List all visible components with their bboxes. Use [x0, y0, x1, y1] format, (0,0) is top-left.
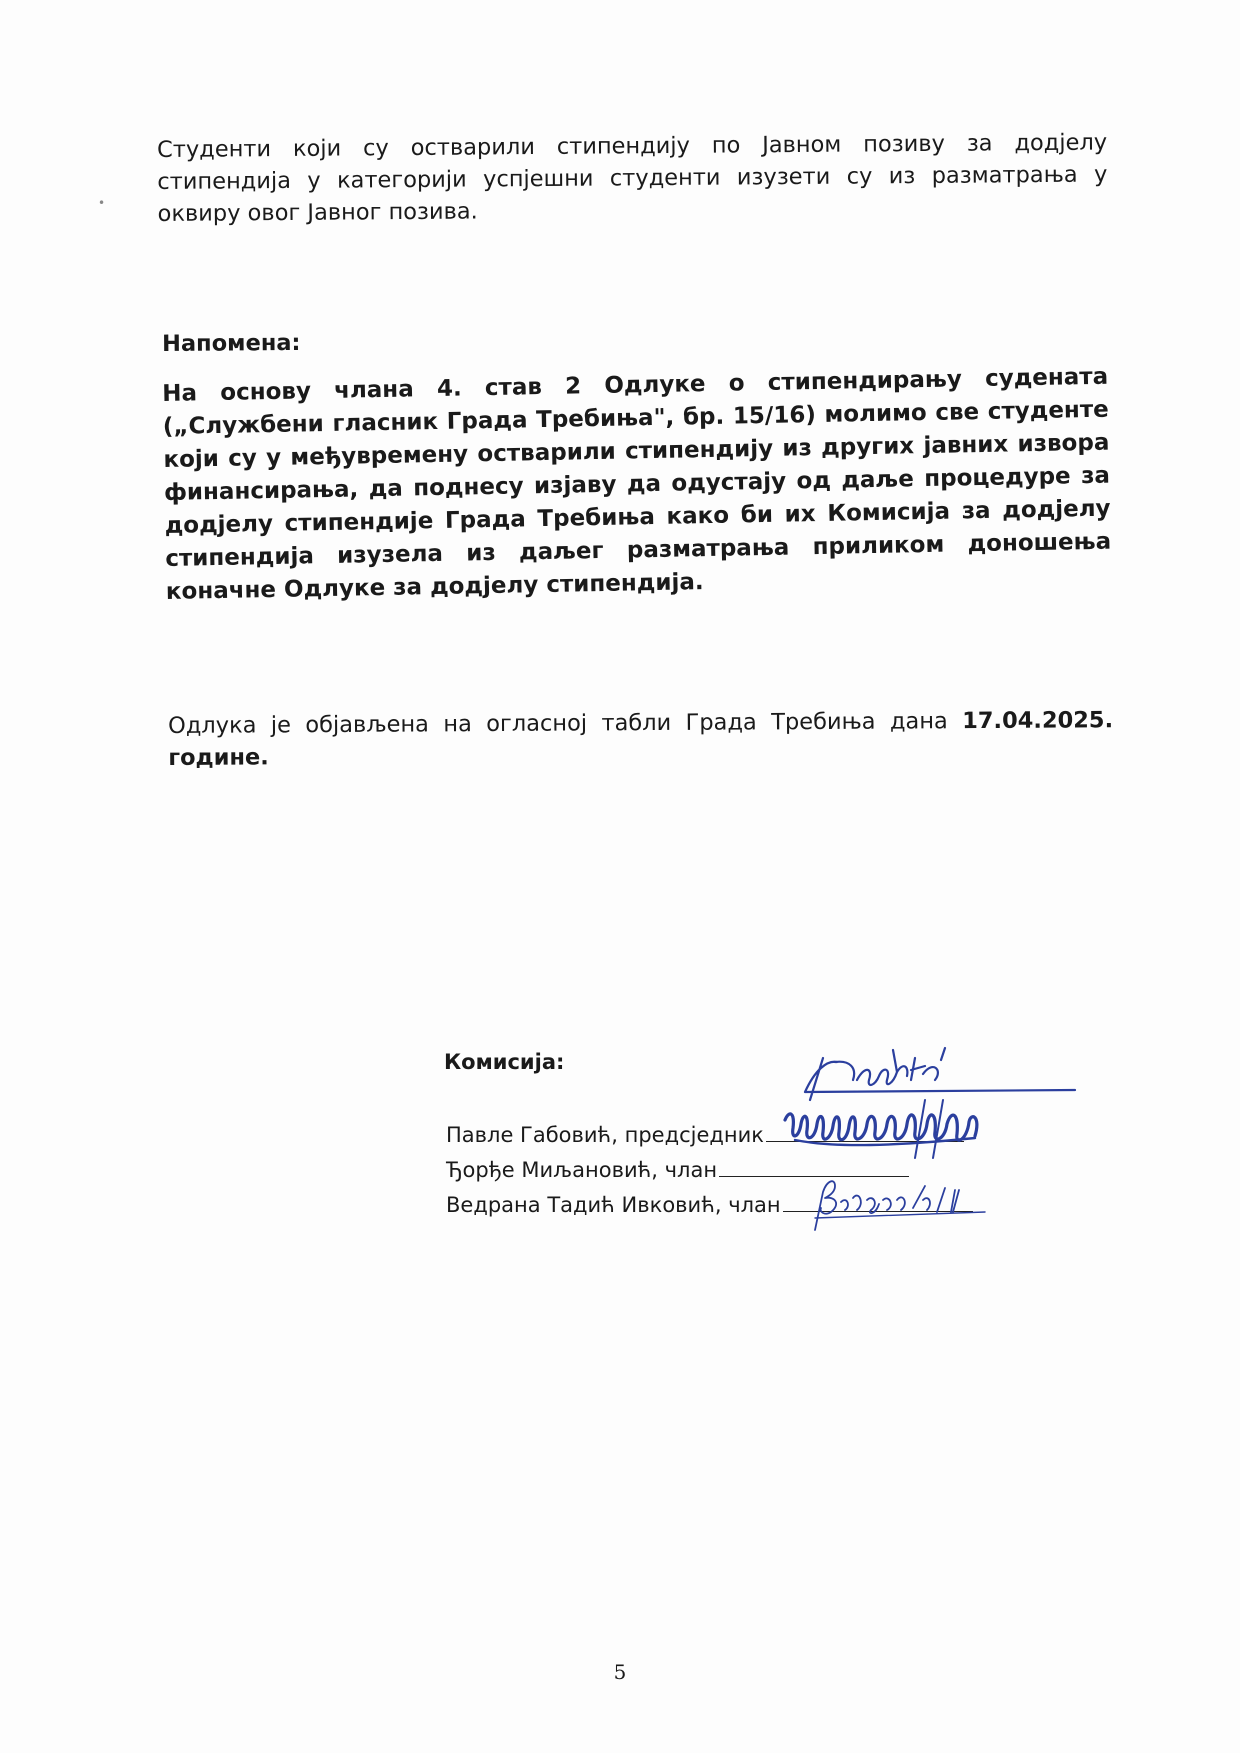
- commission-heading: Комисија:: [444, 1050, 565, 1074]
- handwritten-signatures: [775, 1040, 1085, 1240]
- member-name: Павле Габовић, предсједник: [446, 1123, 764, 1147]
- intro-paragraph: Студенти који су остварили стипендију по Јавном позиву за додјелу стипендија у категорији успјешни студенти изузети су из разматрања у оквиру овог Јавног позива.: [157, 129, 1108, 227]
- signature-stroke: [815, 1212, 985, 1218]
- scan-speck: •: [98, 196, 106, 210]
- publication-date: 17.04.2025.: [962, 707, 1114, 735]
- note-body: На основу члана 4. став 2 Одлуке о стипендирању судената („Службени гласник Града Требиња", бр. 15/16) молимо све студенте који су у међувремену остварили стипендију из других јавних извора финансирања, да поднесу изјаву да одустају од даље процедуре за додјелу стипендије Града Требиња како би их Комисија за додјелу стипендија изузела из даљег разматрања приликом доношења коначне Одлуке за додјелу стипендија.: [162, 363, 1112, 605]
- signature-stroke: [815, 1181, 959, 1230]
- signature-stroke: [785, 1114, 977, 1140]
- note-heading: Напомена:: [162, 329, 301, 357]
- member-name: Ђорђе Миљановић, члан: [446, 1158, 718, 1182]
- publication-notice: [168, 704, 1113, 774]
- signature-stroke: [795, 1138, 975, 1145]
- publication-suffix: године.: [168, 744, 269, 771]
- page-number: 5: [613, 1660, 627, 1684]
- signature-stroke: [805, 1048, 1075, 1100]
- member-name: Ведрана Тадић Ивковић, члан: [446, 1193, 781, 1217]
- publication-text: Одлука је објављена на огласној табли Града Требиња дана: [168, 708, 948, 739]
- signature-stroke: [915, 1100, 943, 1158]
